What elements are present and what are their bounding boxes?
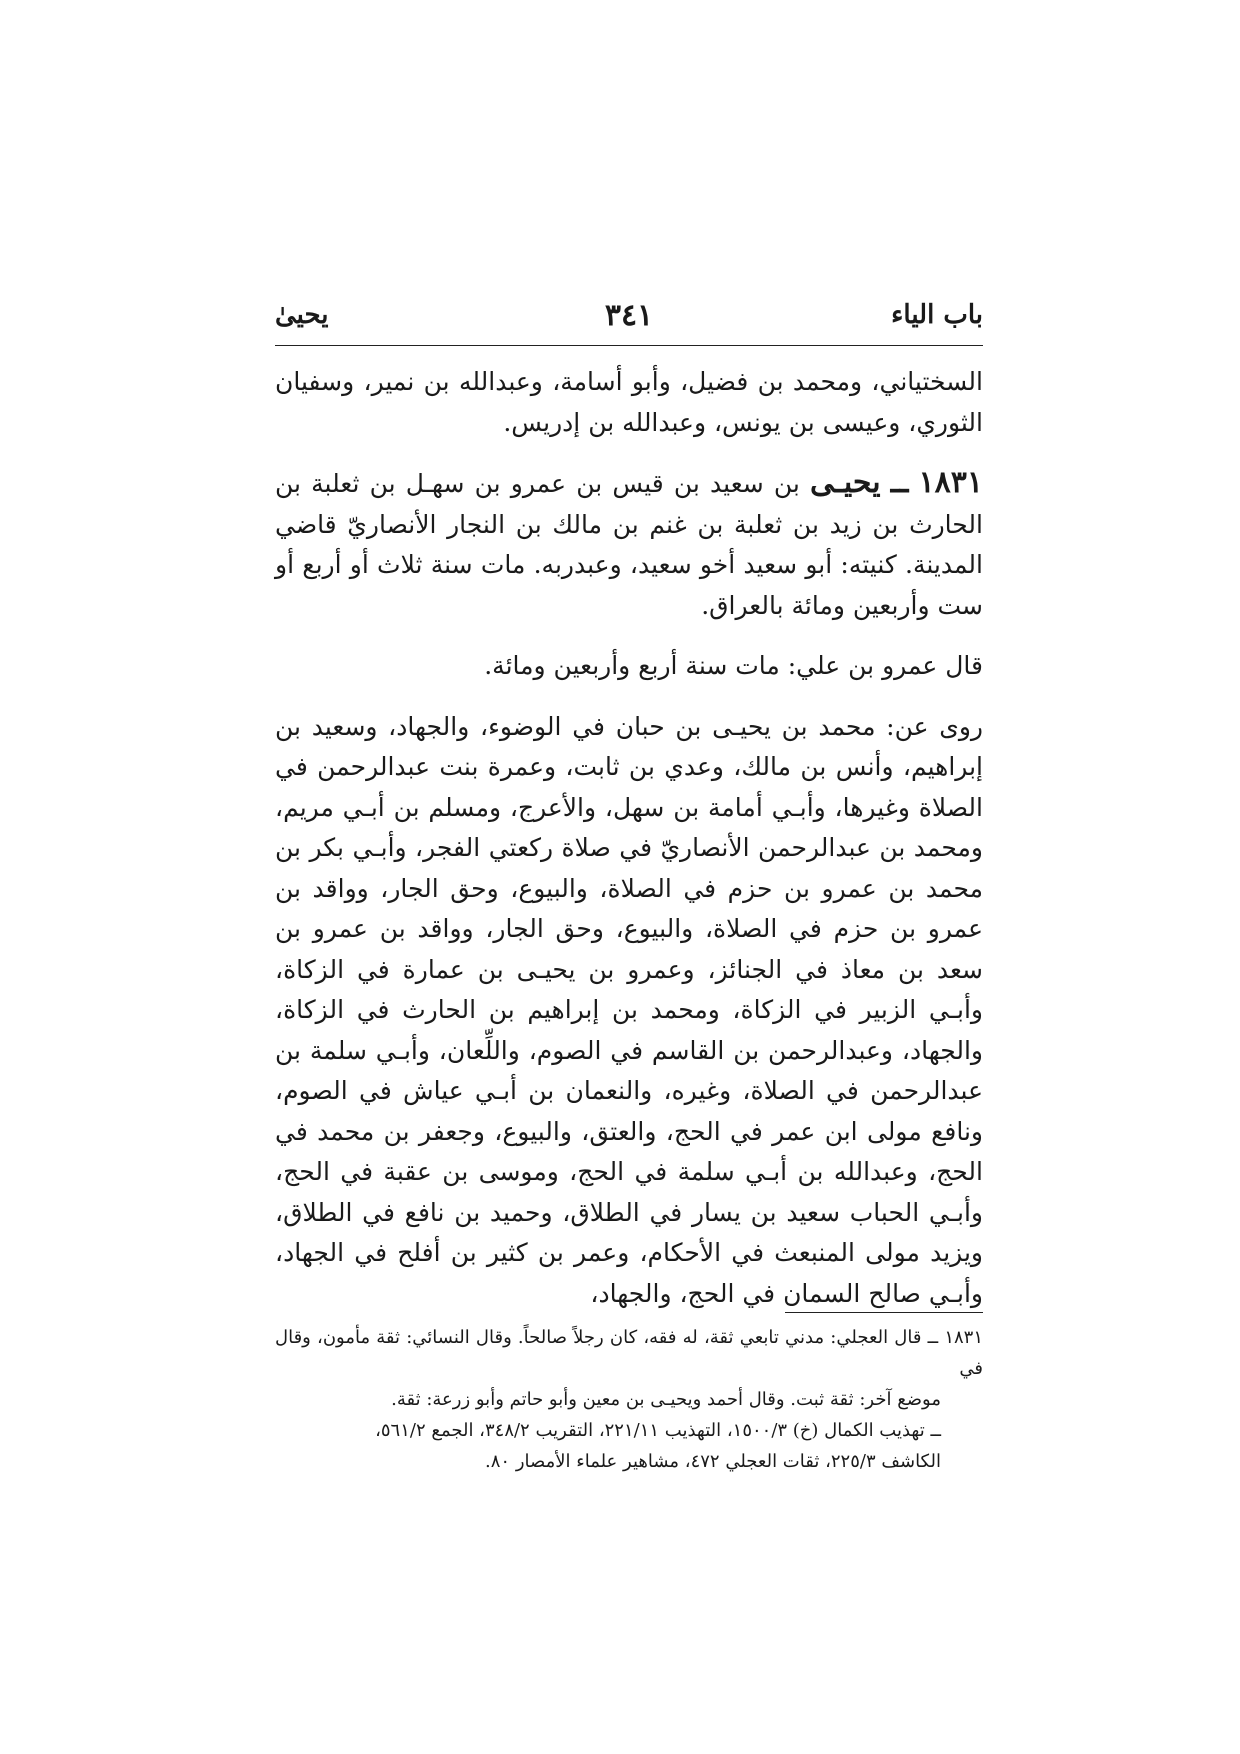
running-title: يحيىٰ	[275, 300, 329, 330]
footnote-line: الكاشف ٢٢٥/٣، ثقات العجلي ٤٧٢، مشاهير علماء الأمصار ٨٠.	[485, 1451, 941, 1472]
entry-text: بن سعيد بن قيس بن عمرو بن سهـل بن ثعلبة بن الحارث بن زيد بن ثعلبة بن غنم بن مالك بن النجار الأنصاريّ قاضي المدينة. كنيته: أبو سعيد أخو سعيد، وعبدربه. مات سنة ثلاث أو أربع أو ست وأربعين ومائة بالعراق.	[275, 469, 983, 620]
header-divider	[275, 345, 983, 346]
entry-number: ١٨٣١	[918, 465, 983, 500]
footnote-line: ١٨٣١ ــ قال العجلي: مدني تابعي ثقة، له فقه، كان رجلاً صالحاً. وقال النسائي: ثقة مأمون، وقال في	[275, 1327, 983, 1379]
footnote-line: موضع آخر: ثقة ثبت. وقال أحمد ويحيـى بن معين وأبو حاتم وأبو زرعة: ثقة.	[391, 1389, 941, 1410]
continuation-paragraph: السختياني، ومحمد بن فضيل، وأبو أسامة، وعبدالله بن نمير، وسفيان الثوري، وعيسى بن يونس، وعبدالله بن إدريس.	[275, 367, 983, 437]
footnote-divider	[785, 1312, 983, 1313]
page-number: ٣٤١	[604, 298, 654, 333]
footnote-line: ــ تهذيب الكمال (خ) ١٥٠٠/٣، التهذيب ٢٢١/١١، التقريب ٣٤٨/٢، الجمع ٥٦١/٢،	[375, 1420, 941, 1441]
entry-dash: ــ	[890, 465, 909, 500]
chapter-title: باب الياء	[891, 300, 983, 330]
footnotes	[275, 1322, 983, 1477]
main-text	[275, 362, 983, 1334]
entry-paragraph	[275, 463, 983, 626]
page-header	[275, 300, 983, 340]
death-note-paragraph: قال عمرو بن علي: مات سنة أربع وأربعين ومائة.	[484, 651, 983, 680]
narrators-paragraph: روى عن: محمد بن يحيـى بن حبان في الوضوء، والجهاد، وسعيد بن إبراهيم، وأنس بن مالك، وعدي بن ثابت، وعمرة بنت عبدالرحمن في الصلاة وغيرها، وأبـي أمامة بن سهل، والأعرج، ومسلم بن أبـي مريم، ومحمد بن عبدالرحمن الأنصاريّ في صلاة ركعتي الفجر، وأبـي بكر بن محمد بن عمرو بن حزم في الصلاة، والبيوع، وحق الجار، وواقد بن عمرو بن حزم في الصلاة، والبيوع، وحق الجار، وواقد بن عمرو بن سعد بن معاذ في الجنائز، وعمرو بن يحيـى بن عمارة في الزكاة، وأبـي الزبير في الزكاة، ومحمد بن إبراهيم بن الحارث في الزكاة، والجهاد، وعبدالرحمن بن القاسم في الصوم، واللِّعان، وأبـي سلمة بن عبدالرحمن في الصلاة، وغيره، والنعمان بن أبـي عياش في الصوم، ونافع مولى ابن عمر في الحج، والعتق، والبيوع، وجعفر بن محمد في الحج، وعبدالله بن أبـي سلمة في الحج، وموسى بن عقبة في الحج، وأبـي الحباب سعيد بن يسار في الطلاق، وحميد بن نافع في الطلاق، ويزيد مولى المنبعث في الأحكام، وعمر بن كثير بن أفلح في الجهاد، وأبـي صالح السمان في الحج، والجهاد،	[275, 711, 983, 1308]
entry-name: يحيـى	[810, 465, 881, 500]
